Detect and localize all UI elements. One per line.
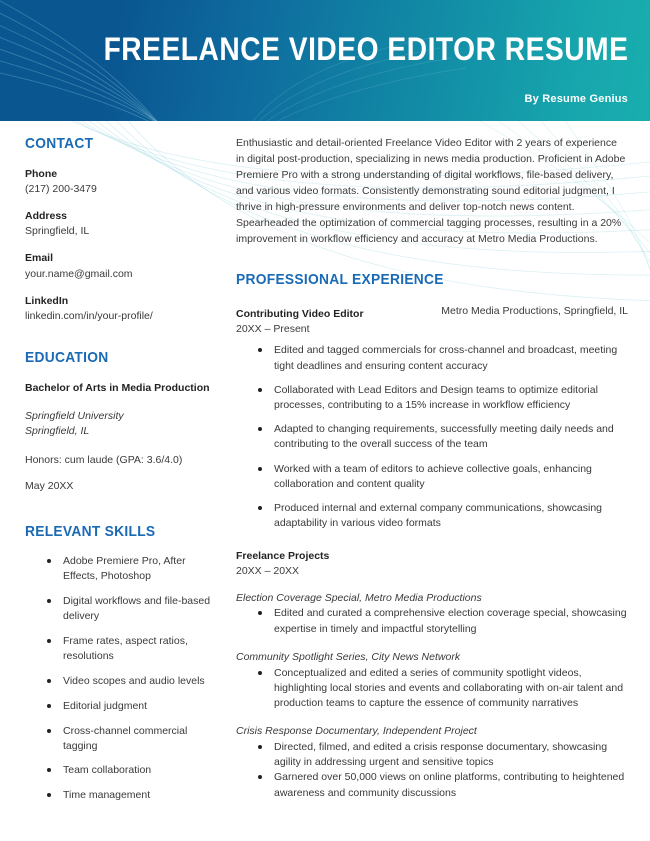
education-school-location: Springfield, IL [25, 425, 90, 438]
job-header [236, 304, 628, 322]
project-bullet-list [236, 666, 628, 712]
contact-label-address: Address [25, 209, 68, 222]
professional-summary: Enthusiastic and detail-oriented Freelance Video Editor with 2 years of experience in digital post-production, specializing in news media production. Proficient in Adobe Premiere Pro with a strong understanding of digital workflows, file-based delivery, and various video formats. Consistently demonstrating sound editorial judgment, I thrive in high-pressure environments and deliver top-notch news content. Spearheaded the optimization of commercial tagging processes, resulting in a 20% improvement in workflow efficiency and accuracy at Metro Media Productions. [236, 137, 626, 245]
project-name: Election Coverage Special, Metro Media Productions [236, 591, 482, 604]
contact-label-phone: Phone [25, 167, 58, 180]
skills-list [25, 554, 221, 803]
contact-label-linkedin: LinkedIn [25, 294, 69, 307]
list-item: Produced internal and external company communications, showcasing adaptability in various video formats [258, 501, 628, 531]
project-entry [236, 591, 628, 637]
job-header [236, 546, 628, 564]
list-item: Adobe Premiere Pro, After Effects, Photoshop [47, 554, 221, 584]
list-item: Editorial judgment [47, 699, 221, 714]
list-item: Cross-channel commercial tagging [47, 724, 221, 754]
project-entry [236, 650, 628, 711]
main-column [236, 136, 628, 805]
list-item: Frame rates, aspect ratios, resolutions [47, 634, 221, 664]
education-school: Springfield University [25, 409, 124, 422]
experience-heading: PROFESSIONAL EXPERIENCE [236, 270, 444, 288]
job-dates: 20XX – Present [236, 323, 310, 336]
job-title: Freelance Projects [236, 549, 330, 562]
list-item: Digital workflows and file-based delivery [47, 594, 221, 624]
experience-entry [236, 546, 628, 801]
contact-field-address [25, 209, 221, 239]
byline: By Resume Genius [524, 93, 628, 105]
education-heading: EDUCATION [25, 349, 109, 367]
contact-heading: CONTACT [25, 135, 94, 152]
list-item: Adapted to changing requirements, successfully meeting daily needs and contributing to the overall success of the team [258, 422, 628, 452]
contact-field-linkedin [25, 294, 221, 324]
education-honors: Honors: cum laude (GPA: 3.6/4.0) [25, 454, 183, 467]
skills-heading: RELEVANT SKILLS [25, 522, 156, 540]
job-company: Metro Media Productions, Springfield, IL [441, 305, 628, 318]
education-degree: Bachelor of Arts in Media Production [25, 381, 210, 394]
list-item: Team collaboration [47, 763, 221, 778]
project-entry [236, 724, 628, 801]
list-item: Directed, filmed, and edited a crisis response documentary, showcasing agility in addressing urgent and sensitive topics [258, 740, 628, 770]
list-item: Collaborated with Lead Editors and Design teams to optimize editorial processes, contributing to a 15% increase in workflow efficiency [258, 383, 628, 413]
sidebar-column [25, 136, 221, 813]
experience-entry [236, 304, 628, 531]
contact-label-email: Email [25, 252, 54, 265]
contact-field-email [25, 251, 221, 281]
list-item: Garnered over 50,000 views on online platforms, contributing to heightened awareness and community discussions [258, 770, 628, 800]
job-bullet-list [236, 343, 628, 531]
project-bullet-list [236, 740, 628, 801]
list-item: Worked with a team of editors to achieve collective goals, enhancing collaboration and content quality [258, 462, 628, 492]
job-title: Contributing Video Editor [236, 308, 364, 321]
section-education [25, 350, 221, 494]
contact-value-address: Springfield, IL [25, 225, 90, 238]
contact-value-linkedin[interactable]: linkedin.com/in/your-profile/ [25, 310, 153, 323]
project-bullet-list [236, 606, 628, 636]
list-item: Edited and curated a comprehensive election coverage special, showcasing expertise in timely and impactful storytelling [258, 606, 628, 636]
resume-header-banner [0, 0, 650, 121]
list-item: Video scopes and audio levels [47, 674, 221, 689]
project-name: Crisis Response Documentary, Independent Project [236, 725, 477, 738]
contact-value-email[interactable]: your.name@gmail.com [25, 267, 133, 280]
job-dates: 20XX – 20XX [236, 564, 300, 577]
list-item: Time management [47, 788, 221, 803]
contact-value-phone[interactable]: (217) 200-3479 [25, 182, 97, 195]
contact-field-phone [25, 167, 221, 197]
education-date: May 20XX [25, 479, 74, 492]
project-name: Community Spotlight Series, City News Network [236, 650, 461, 663]
list-item: Conceptualized and edited a series of community spotlight videos, highlighting local stories and events and collaborating with on-air talent and production teams to capture the essence of community narratives [258, 666, 628, 712]
list-item: Edited and tagged commercials for cross-channel and broadcast, meeting tight deadlines and ensuring content accuracy [258, 343, 628, 373]
page-title: FREELANCE VIDEO EDITOR RESUME [103, 31, 628, 67]
section-relevant-skills [25, 524, 221, 803]
section-contact [25, 136, 221, 324]
